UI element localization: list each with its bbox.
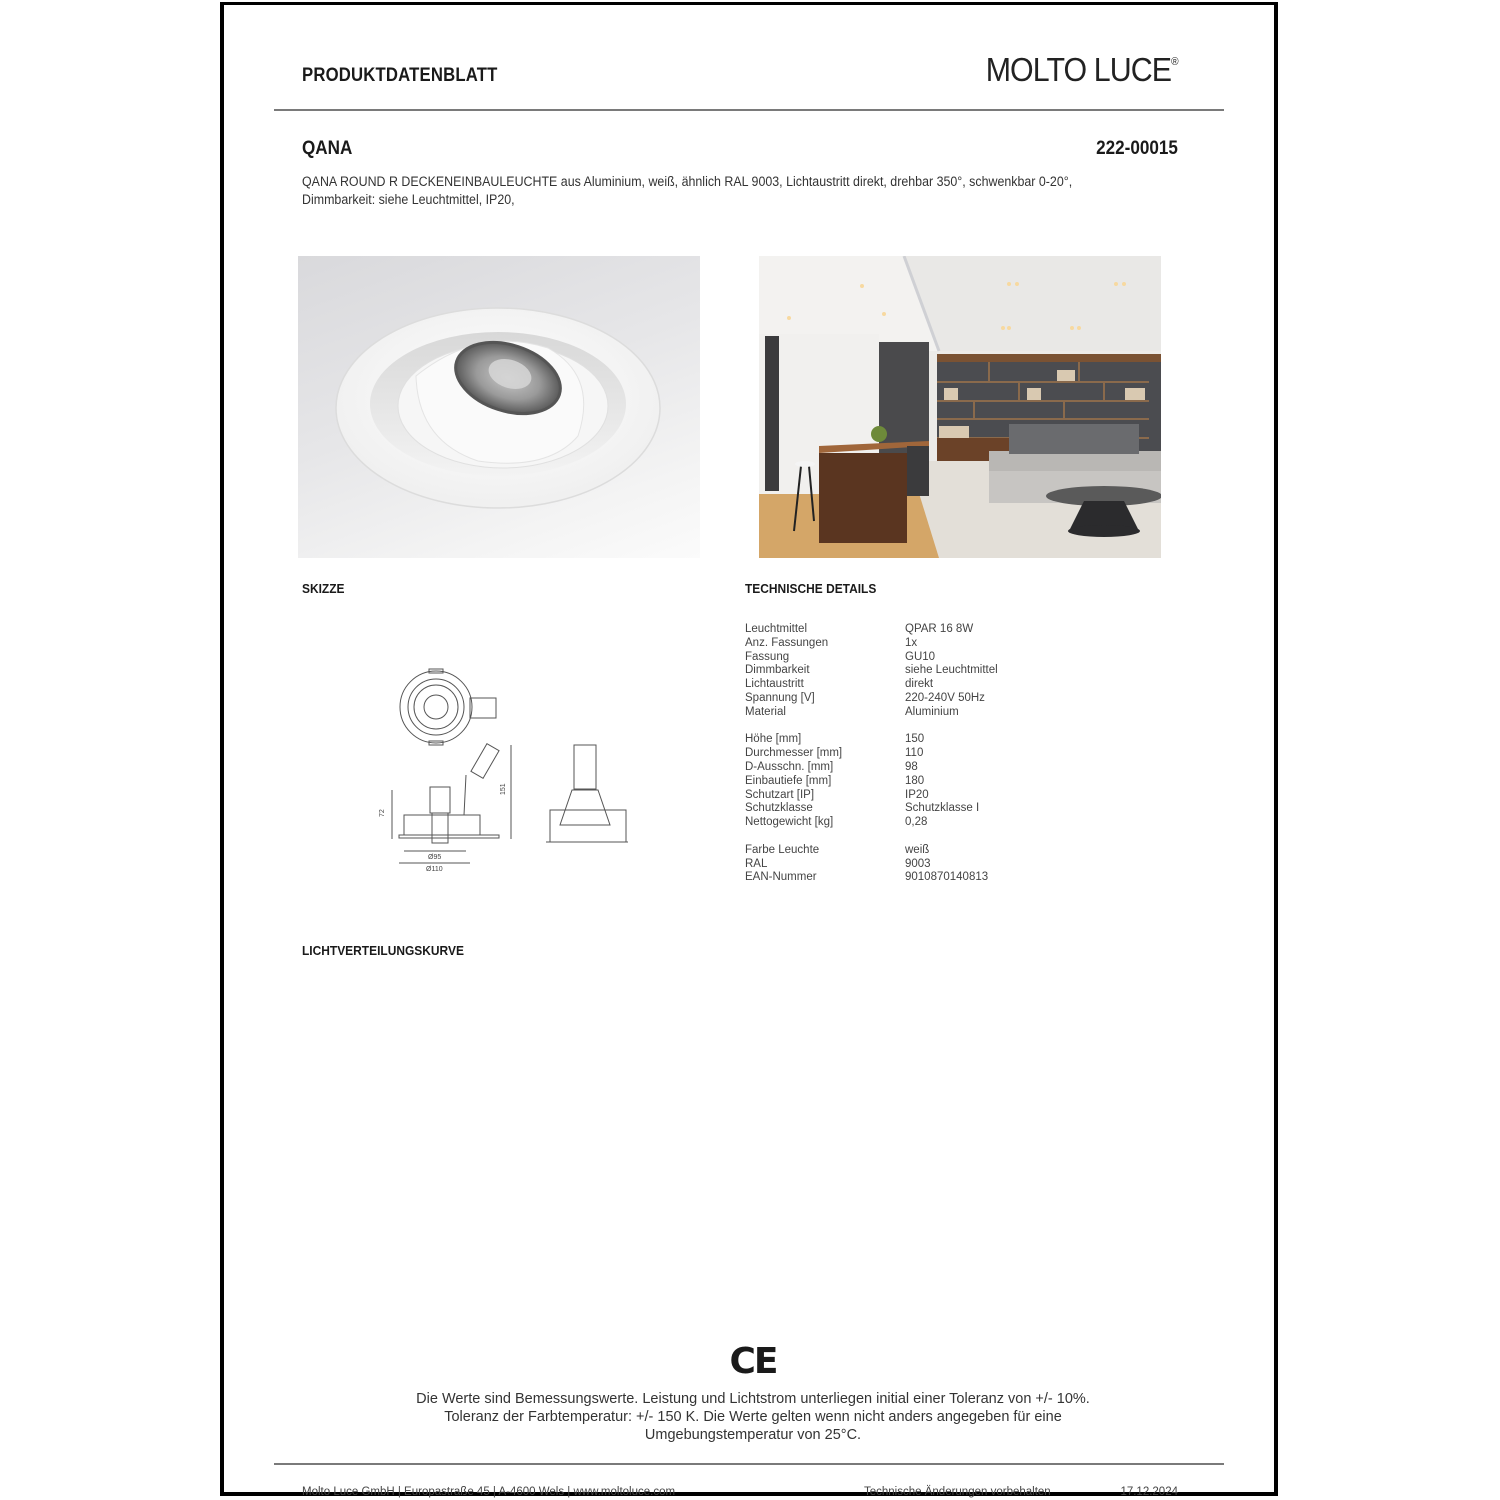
spec-row: Einbautiefe [mm] 180 <box>745 774 925 787</box>
registered-mark: ® <box>1171 56 1178 68</box>
section-title-sketch: SKIZZE <box>302 581 345 596</box>
spec-row: Dimmbarkeit siehe Leuchtmittel <box>745 664 998 677</box>
ce-mark-icon: CE <box>729 1341 777 1382</box>
svg-text:Ø110: Ø110 <box>426 866 443 873</box>
technical-sketch <box>374 665 654 875</box>
spec-row: Anz. Fassungen 1x <box>745 636 918 649</box>
spec-row: Farbe Leuchte weiß <box>745 843 930 856</box>
brand-logo-text: MOLTO LUCE <box>986 51 1172 88</box>
spec-row: Lichtaustritt direkt <box>745 678 934 691</box>
section-title-light-distribution: LICHTVERTEILUNGSKURVE <box>302 943 464 958</box>
footer-notice: Technische Änderungen vorbehalten <box>864 1486 1051 1498</box>
interior-scene-illustration <box>759 256 1161 558</box>
spec-row: Material Aluminium <box>745 705 959 718</box>
spec-row: Schutzklasse Schutzklasse I <box>745 802 980 815</box>
sketch-drawing <box>374 665 654 875</box>
document-title: PRODUKTDATENBLATT <box>302 65 498 86</box>
product-number: 222-00015 <box>1096 138 1178 159</box>
footer-divider <box>274 1463 1224 1465</box>
svg-text:72: 72 <box>379 809 386 817</box>
spec-row: D-Ausschn. [mm] 98 <box>745 760 918 773</box>
product-photo <box>298 256 700 558</box>
spec-row: EAN-Nummer 9010870140813 <box>745 871 989 884</box>
disclaimer-line: Umgebungstemperatur von 25°C. <box>644 1427 862 1443</box>
spec-row: Spannung [V] 220-240V 50Hz <box>745 691 985 704</box>
disclaimer-line: Toleranz der Farbtemperatur: +/- 150 K. Die Werte gelten wenn nicht anders angegeben für eine <box>444 1409 1062 1425</box>
spec-row: Höhe [mm] 150 <box>745 733 925 746</box>
recessed-spotlight-illustration <box>298 256 700 558</box>
brand-logo <box>986 51 1178 89</box>
spec-row: Schutzart [IP] IP20 <box>745 788 929 801</box>
spec-row: RAL 9003 <box>745 857 931 870</box>
disclaimer-line: Die Werte sind Bemessungswerte. Leistung und Lichtstrom unterliegen initial einer Toleranz von +/- 10%. <box>416 1391 1090 1407</box>
svg-text:151: 151 <box>500 783 507 795</box>
spec-row: Fassung GU10 <box>745 650 936 663</box>
section-title-technical: TECHNISCHE DETAILS <box>745 581 877 596</box>
svg-text:Ø95: Ø95 <box>428 854 442 861</box>
product-name: QANA <box>302 138 353 159</box>
footer-company: Molto Luce GmbH | Europastraße 45 | A-4600 Wels | www.moltoluce.com <box>302 1486 676 1498</box>
header-divider <box>274 109 1224 111</box>
disclaimer <box>224 1390 1282 1444</box>
technical-details-table <box>745 623 998 885</box>
product-description: QANA ROUND R DECKENEINBAULEUCHTE aus Aluminium, weiß, ähnlich RAL 9003, Lichtaustritt direkt, drehbar 350°, schwenkbar 0-20°, Dimmbarkeit: siehe Leuchtmittel, IP20, <box>302 174 1073 207</box>
interior-photo <box>759 256 1161 558</box>
spec-row: Leuchtmittel QPAR 16 8W <box>745 623 974 635</box>
footer-date: 17.12.2024 <box>1120 1486 1178 1498</box>
spec-row: Nettogewicht [kg] 0,28 <box>745 816 928 829</box>
datasheet-page <box>220 2 1278 1496</box>
spec-row: Durchmesser [mm] 110 <box>745 747 924 760</box>
